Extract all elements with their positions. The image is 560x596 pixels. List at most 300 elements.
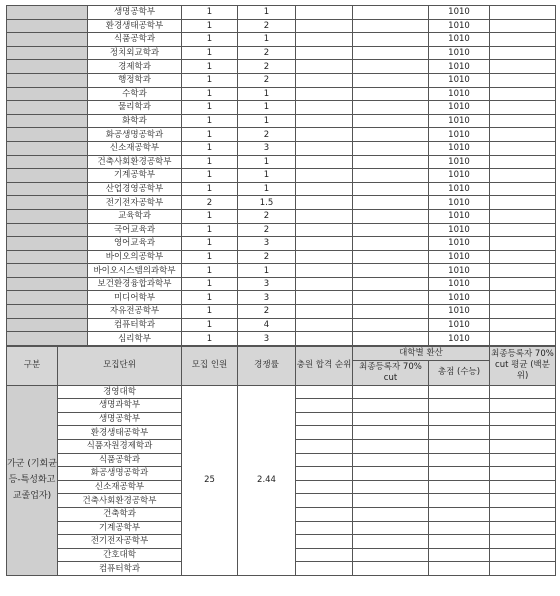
ratio-cell: 2 <box>238 73 296 87</box>
empty-cell <box>296 548 353 562</box>
table-row <box>7 46 556 60</box>
quota-cell: 1 <box>182 264 238 278</box>
conv-cut-cell <box>353 128 429 142</box>
unit-cell: 생명공학부 <box>88 6 182 20</box>
code-cell: 1010 <box>429 318 490 332</box>
empty-cell <box>353 548 429 562</box>
conv-cut-cell <box>353 277 429 291</box>
quota-cell: 1 <box>182 318 238 332</box>
final-cell <box>490 73 556 87</box>
empty-cell <box>490 453 556 467</box>
final-cell <box>490 128 556 142</box>
quota-cell: 1 <box>182 128 238 142</box>
unit-cell: 화공생명공학과 <box>88 128 182 142</box>
group-cell <box>7 250 88 264</box>
header-gubun: 구분 <box>7 347 58 386</box>
quota-cell: 1 <box>182 250 238 264</box>
ratio-cell: 2 <box>238 223 296 237</box>
ratio-cell: 3 <box>238 332 296 346</box>
empty-cell <box>353 480 429 494</box>
empty-cell <box>429 535 490 549</box>
conv-cut-cell <box>353 46 429 60</box>
unit-cell: 환경생태공학부 <box>88 19 182 33</box>
quota-value: 25 <box>182 385 238 575</box>
empty-cell <box>429 521 490 535</box>
empty-cell <box>296 453 353 467</box>
quota-cell: 1 <box>182 6 238 20</box>
rank-cell <box>296 318 353 332</box>
header-unit: 모집단위 <box>58 347 182 386</box>
group-cell <box>7 87 88 101</box>
table-row <box>7 305 556 319</box>
empty-cell <box>490 521 556 535</box>
rank-cell <box>296 332 353 346</box>
final-cell <box>490 19 556 33</box>
group-cell <box>7 223 88 237</box>
rank-cell <box>296 73 353 87</box>
ratio-cell: 1 <box>238 101 296 115</box>
conv-cut-cell <box>353 291 429 305</box>
final-cell <box>490 87 556 101</box>
final-cell <box>490 209 556 223</box>
ratio-value: 2.44 <box>238 385 296 575</box>
ratio-cell: 3 <box>238 291 296 305</box>
final-cell <box>490 305 556 319</box>
unit-cell: 환경생태공학부 <box>58 426 182 440</box>
unit-cell: 심리학부 <box>88 332 182 346</box>
ratio-cell: 1 <box>238 33 296 47</box>
table-row <box>7 33 556 47</box>
table-row <box>7 291 556 305</box>
quota-cell: 1 <box>182 114 238 128</box>
ratio-cell: 2 <box>238 46 296 60</box>
quota-cell: 2 <box>182 196 238 210</box>
empty-cell <box>490 399 556 413</box>
empty-cell <box>296 535 353 549</box>
rank-cell <box>296 264 353 278</box>
empty-cell <box>353 562 429 576</box>
table-row <box>7 6 556 20</box>
empty-cell <box>429 507 490 521</box>
group-cell <box>7 155 88 169</box>
quota-cell: 1 <box>182 87 238 101</box>
conv-cut-cell <box>353 209 429 223</box>
group-cell <box>7 182 88 196</box>
group-cell <box>7 237 88 251</box>
empty-cell <box>296 385 353 399</box>
header-rank: 충원 합격 순위 <box>296 347 353 386</box>
empty-cell <box>429 426 490 440</box>
unit-cell: 컴퓨터학과 <box>58 562 182 576</box>
code-cell: 1010 <box>429 19 490 33</box>
empty-cell <box>429 480 490 494</box>
empty-cell <box>429 453 490 467</box>
empty-cell <box>296 480 353 494</box>
ratio-cell: 2 <box>238 305 296 319</box>
empty-cell <box>353 412 429 426</box>
conv-cut-cell <box>353 182 429 196</box>
unit-cell: 전기전자공학부 <box>88 196 182 210</box>
rank-cell <box>296 60 353 74</box>
code-cell: 1010 <box>429 155 490 169</box>
unit-cell: 산업경영공학부 <box>88 182 182 196</box>
code-cell: 1010 <box>429 114 490 128</box>
code-cell: 1010 <box>429 60 490 74</box>
rank-cell <box>296 209 353 223</box>
group-cell <box>7 73 88 87</box>
conv-cut-cell <box>353 19 429 33</box>
conv-cut-cell <box>353 114 429 128</box>
header-conv-total: 총점 (수능) <box>429 360 490 385</box>
quota-cell: 1 <box>182 46 238 60</box>
header-conv-cut: 최종등록자 70% cut <box>353 360 429 385</box>
ratio-cell: 3 <box>238 237 296 251</box>
code-cell: 1010 <box>429 6 490 20</box>
code-cell: 1010 <box>429 305 490 319</box>
rank-cell <box>296 19 353 33</box>
empty-cell <box>296 494 353 508</box>
code-cell: 1010 <box>429 182 490 196</box>
table-row <box>7 318 556 332</box>
group-cell <box>7 60 88 74</box>
final-cell <box>490 6 556 20</box>
ratio-cell: 1 <box>238 6 296 20</box>
empty-cell <box>429 494 490 508</box>
group-cell <box>7 46 88 60</box>
unit-cell: 건축학과 <box>58 507 182 521</box>
group-cell <box>7 209 88 223</box>
conv-cut-cell <box>353 305 429 319</box>
empty-cell <box>296 467 353 481</box>
table-row <box>7 237 556 251</box>
table-row <box>7 209 556 223</box>
final-cell <box>490 223 556 237</box>
code-cell: 1010 <box>429 332 490 346</box>
empty-cell <box>429 399 490 413</box>
conv-cut-cell <box>353 250 429 264</box>
unit-cell: 정치외교학과 <box>88 46 182 60</box>
final-cell <box>490 46 556 60</box>
empty-cell <box>353 467 429 481</box>
empty-cell <box>490 494 556 508</box>
empty-cell <box>353 399 429 413</box>
quota-cell: 1 <box>182 223 238 237</box>
code-cell: 1010 <box>429 277 490 291</box>
unit-cell: 화공생명공학과 <box>58 467 182 481</box>
ratio-cell: 2 <box>238 60 296 74</box>
empty-cell <box>490 385 556 399</box>
rank-cell <box>296 128 353 142</box>
rank-cell <box>296 6 353 20</box>
empty-cell <box>353 439 429 453</box>
code-cell: 1010 <box>429 128 490 142</box>
conv-cut-cell <box>353 60 429 74</box>
ratio-cell: 1 <box>238 155 296 169</box>
group-cell <box>7 196 88 210</box>
empty-cell <box>490 535 556 549</box>
empty-cell <box>353 453 429 467</box>
rank-cell <box>296 87 353 101</box>
unit-cell: 기계공학부 <box>88 169 182 183</box>
group-cell <box>7 141 88 155</box>
table-row <box>7 332 556 346</box>
group-label: 가군 (기회균등-특성화고교졸업자) <box>7 385 58 575</box>
unit-cell: 기계공학부 <box>58 521 182 535</box>
group-cell <box>7 291 88 305</box>
ratio-cell: 2 <box>238 19 296 33</box>
empty-cell <box>353 507 429 521</box>
empty-cell <box>490 480 556 494</box>
unit-cell: 식품자원경제학과 <box>58 439 182 453</box>
unit-cell: 자유전공학부 <box>88 305 182 319</box>
code-cell: 1010 <box>429 141 490 155</box>
conv-cut-cell <box>353 141 429 155</box>
conv-cut-cell <box>353 155 429 169</box>
unit-cell: 생명과학부 <box>58 399 182 413</box>
ratio-cell: 2 <box>238 209 296 223</box>
quota-cell: 1 <box>182 60 238 74</box>
final-cell <box>490 250 556 264</box>
unit-cell: 교육학과 <box>88 209 182 223</box>
code-cell: 1010 <box>429 101 490 115</box>
unit-cell: 바이오의공학부 <box>88 250 182 264</box>
final-cell <box>490 33 556 47</box>
empty-cell <box>429 548 490 562</box>
empty-cell <box>353 426 429 440</box>
header-quota: 모집 인원 <box>182 347 238 386</box>
conv-cut-cell <box>353 6 429 20</box>
table-row <box>7 101 556 115</box>
rank-cell <box>296 291 353 305</box>
rank-cell <box>296 169 353 183</box>
rank-cell <box>296 305 353 319</box>
ratio-cell: 1.5 <box>238 196 296 210</box>
empty-cell <box>296 399 353 413</box>
quota-cell: 1 <box>182 101 238 115</box>
final-cell <box>490 196 556 210</box>
table-row <box>7 128 556 142</box>
ratio-cell: 1 <box>238 264 296 278</box>
unit-cell: 물리학과 <box>88 101 182 115</box>
quota-cell: 1 <box>182 182 238 196</box>
conv-cut-cell <box>353 332 429 346</box>
group-cell <box>7 128 88 142</box>
empty-cell <box>490 467 556 481</box>
code-cell: 1010 <box>429 169 490 183</box>
empty-cell <box>490 439 556 453</box>
empty-cell <box>429 467 490 481</box>
code-cell: 1010 <box>429 196 490 210</box>
empty-cell <box>296 521 353 535</box>
final-cell <box>490 291 556 305</box>
unit-cell: 경제학과 <box>88 60 182 74</box>
group-cell <box>7 101 88 115</box>
empty-cell <box>296 426 353 440</box>
conv-cut-cell <box>353 73 429 87</box>
rank-cell <box>296 196 353 210</box>
empty-cell <box>353 494 429 508</box>
ratio-cell: 1 <box>238 169 296 183</box>
table-row <box>7 155 556 169</box>
final-cell <box>490 332 556 346</box>
quota-cell: 1 <box>182 169 238 183</box>
conv-cut-cell <box>353 318 429 332</box>
table-row <box>7 277 556 291</box>
table-row <box>7 196 556 210</box>
unit-cell: 경영대학 <box>58 385 182 399</box>
empty-cell <box>490 562 556 576</box>
quota-cell: 1 <box>182 209 238 223</box>
rank-cell <box>296 101 353 115</box>
ratio-cell: 1 <box>238 182 296 196</box>
group-cell <box>7 33 88 47</box>
table-row <box>7 87 556 101</box>
conv-cut-cell <box>353 169 429 183</box>
quota-cell: 1 <box>182 277 238 291</box>
final-cell <box>490 155 556 169</box>
quota-cell: 1 <box>182 291 238 305</box>
unit-cell: 신소재공학부 <box>88 141 182 155</box>
quota-cell: 1 <box>182 305 238 319</box>
empty-cell <box>353 521 429 535</box>
table-row <box>7 264 556 278</box>
ratio-cell: 3 <box>238 277 296 291</box>
group-cell <box>7 114 88 128</box>
rank-cell <box>296 46 353 60</box>
group-cell <box>7 332 88 346</box>
unit-cell: 컴퓨터학과 <box>88 318 182 332</box>
quota-cell: 1 <box>182 155 238 169</box>
final-cell <box>490 277 556 291</box>
rank-cell <box>296 155 353 169</box>
code-cell: 1010 <box>429 46 490 60</box>
unit-cell: 전기전자공학부 <box>58 535 182 549</box>
empty-cell <box>490 507 556 521</box>
final-cell <box>490 237 556 251</box>
empty-cell <box>490 548 556 562</box>
conv-cut-cell <box>353 264 429 278</box>
quota-cell: 1 <box>182 19 238 33</box>
conv-cut-cell <box>353 223 429 237</box>
table-row <box>7 141 556 155</box>
code-cell: 1010 <box>429 87 490 101</box>
header-final: 최종등록자 70% cut 평균 (백분위) <box>490 347 556 386</box>
ratio-cell: 2 <box>238 250 296 264</box>
empty-cell <box>429 385 490 399</box>
group-cell <box>7 277 88 291</box>
code-cell: 1010 <box>429 291 490 305</box>
empty-cell <box>353 535 429 549</box>
unit-cell: 화학과 <box>88 114 182 128</box>
final-cell <box>490 60 556 74</box>
empty-cell <box>490 426 556 440</box>
code-cell: 1010 <box>429 250 490 264</box>
rank-cell <box>296 141 353 155</box>
quota-cell: 1 <box>182 73 238 87</box>
rank-cell <box>296 250 353 264</box>
rank-cell <box>296 223 353 237</box>
conv-cut-cell <box>353 101 429 115</box>
table-row <box>7 169 556 183</box>
conv-cut-cell <box>353 87 429 101</box>
unit-cell: 수학과 <box>88 87 182 101</box>
ratio-cell: 1 <box>238 87 296 101</box>
group-cell <box>7 318 88 332</box>
rank-cell <box>296 114 353 128</box>
empty-cell <box>490 412 556 426</box>
unit-cell: 행정학과 <box>88 73 182 87</box>
unit-cell: 미디어학부 <box>88 291 182 305</box>
ratio-cell: 4 <box>238 318 296 332</box>
unit-cell: 신소재공학부 <box>58 480 182 494</box>
empty-cell <box>296 507 353 521</box>
empty-cell <box>296 439 353 453</box>
final-cell <box>490 264 556 278</box>
group-cell <box>7 169 88 183</box>
code-cell: 1010 <box>429 237 490 251</box>
ratio-cell: 1 <box>238 114 296 128</box>
rank-cell <box>296 33 353 47</box>
rank-cell <box>296 182 353 196</box>
ratio-cell: 3 <box>238 141 296 155</box>
empty-cell <box>353 385 429 399</box>
code-cell: 1010 <box>429 264 490 278</box>
bottom-table <box>6 346 556 576</box>
top-table <box>6 5 556 346</box>
final-cell <box>490 114 556 128</box>
final-cell <box>490 169 556 183</box>
code-cell: 1010 <box>429 209 490 223</box>
table-row <box>7 385 556 399</box>
rank-cell <box>296 277 353 291</box>
empty-cell <box>296 562 353 576</box>
final-cell <box>490 101 556 115</box>
table-row <box>7 73 556 87</box>
group-cell <box>7 264 88 278</box>
code-cell: 1010 <box>429 33 490 47</box>
table-row <box>7 182 556 196</box>
header-conversion: 대학별 환산 <box>353 347 490 361</box>
empty-cell <box>296 412 353 426</box>
ratio-cell: 2 <box>238 128 296 142</box>
code-cell: 1010 <box>429 223 490 237</box>
table-row <box>7 19 556 33</box>
final-cell <box>490 318 556 332</box>
group-cell <box>7 6 88 20</box>
rank-cell <box>296 237 353 251</box>
conv-cut-cell <box>353 237 429 251</box>
unit-cell: 식품공학과 <box>58 453 182 467</box>
unit-cell: 영어교육과 <box>88 237 182 251</box>
quota-cell: 1 <box>182 141 238 155</box>
quota-cell: 1 <box>182 332 238 346</box>
unit-cell: 간호대학 <box>58 548 182 562</box>
conv-cut-cell <box>353 196 429 210</box>
quota-cell: 1 <box>182 237 238 251</box>
code-cell: 1010 <box>429 73 490 87</box>
unit-cell: 건축사회환경공학부 <box>58 494 182 508</box>
header-ratio: 경쟁률 <box>238 347 296 386</box>
unit-cell: 생명공학부 <box>58 412 182 426</box>
unit-cell: 건축사회환경공학부 <box>88 155 182 169</box>
group-cell <box>7 19 88 33</box>
table-row <box>7 60 556 74</box>
empty-cell <box>429 412 490 426</box>
group-cell <box>7 305 88 319</box>
quota-cell: 1 <box>182 33 238 47</box>
unit-cell: 보건환경융합과학부 <box>88 277 182 291</box>
conv-cut-cell <box>353 33 429 47</box>
